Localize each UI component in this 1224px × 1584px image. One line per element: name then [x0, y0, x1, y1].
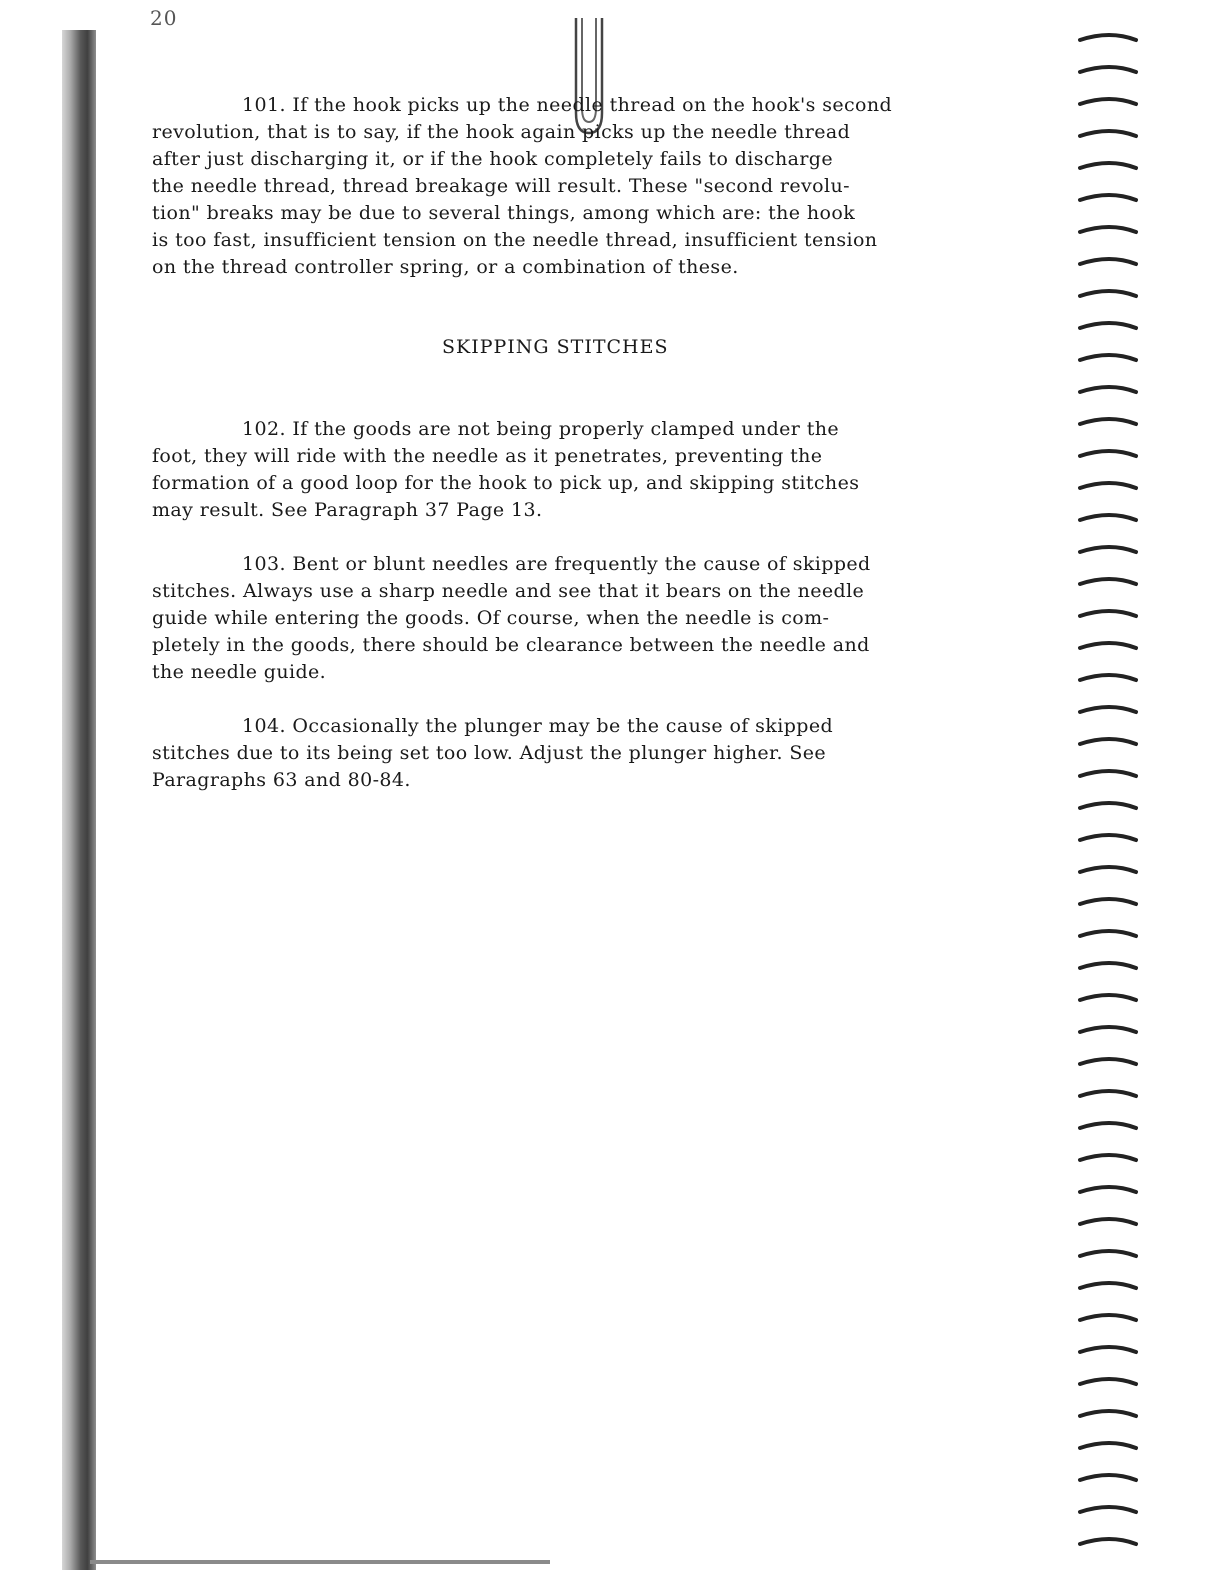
page-number: 20: [150, 6, 178, 30]
paragraph-104: 104. Occasionally the plunger may be the cause of skipped stitches due to its being set too low. Adjust the plunger higher. See Paragraphs 63 and 80-84.: [152, 715, 834, 791]
paragraph-101: 101. If the hook picks up the needle thread on the hook's second revolution, that is to say, if the hook again picks up the needle thread after just discharging it, or if the hook completely fails to discharge the needle thread, thread breakage will result. These "second revolu- tion" breaks may be due to several things, among which are: the hook is too fast, insufficient tension on the needle thread, insufficient tension on the thread controller spring, or a combination of these.: [152, 94, 893, 278]
paragraph-103: 103. Bent or blunt needles are frequently the cause of skipped stitches. Always use a sharp needle and see that it bears on the needle guide while entering the goods. Of course, when the needle is com- pletely in the goods, there should be clearance between the needle and the needle guide.: [152, 553, 871, 683]
paragraph-102: 102. If the goods are not being properly clamped under the foot, they will ride with the needle as it penetrates, preventing the formation of a good loop for the hook to pick up, and skipping stitches may result. See Paragraph 37 Page 13.: [152, 418, 860, 521]
spiral-binding-icon: [1070, 20, 1150, 1580]
page-bottom-edge: [90, 1560, 550, 1564]
section-heading: SKIPPING STITCHES: [442, 336, 669, 358]
page-left-binding-shadow: [62, 30, 96, 1570]
